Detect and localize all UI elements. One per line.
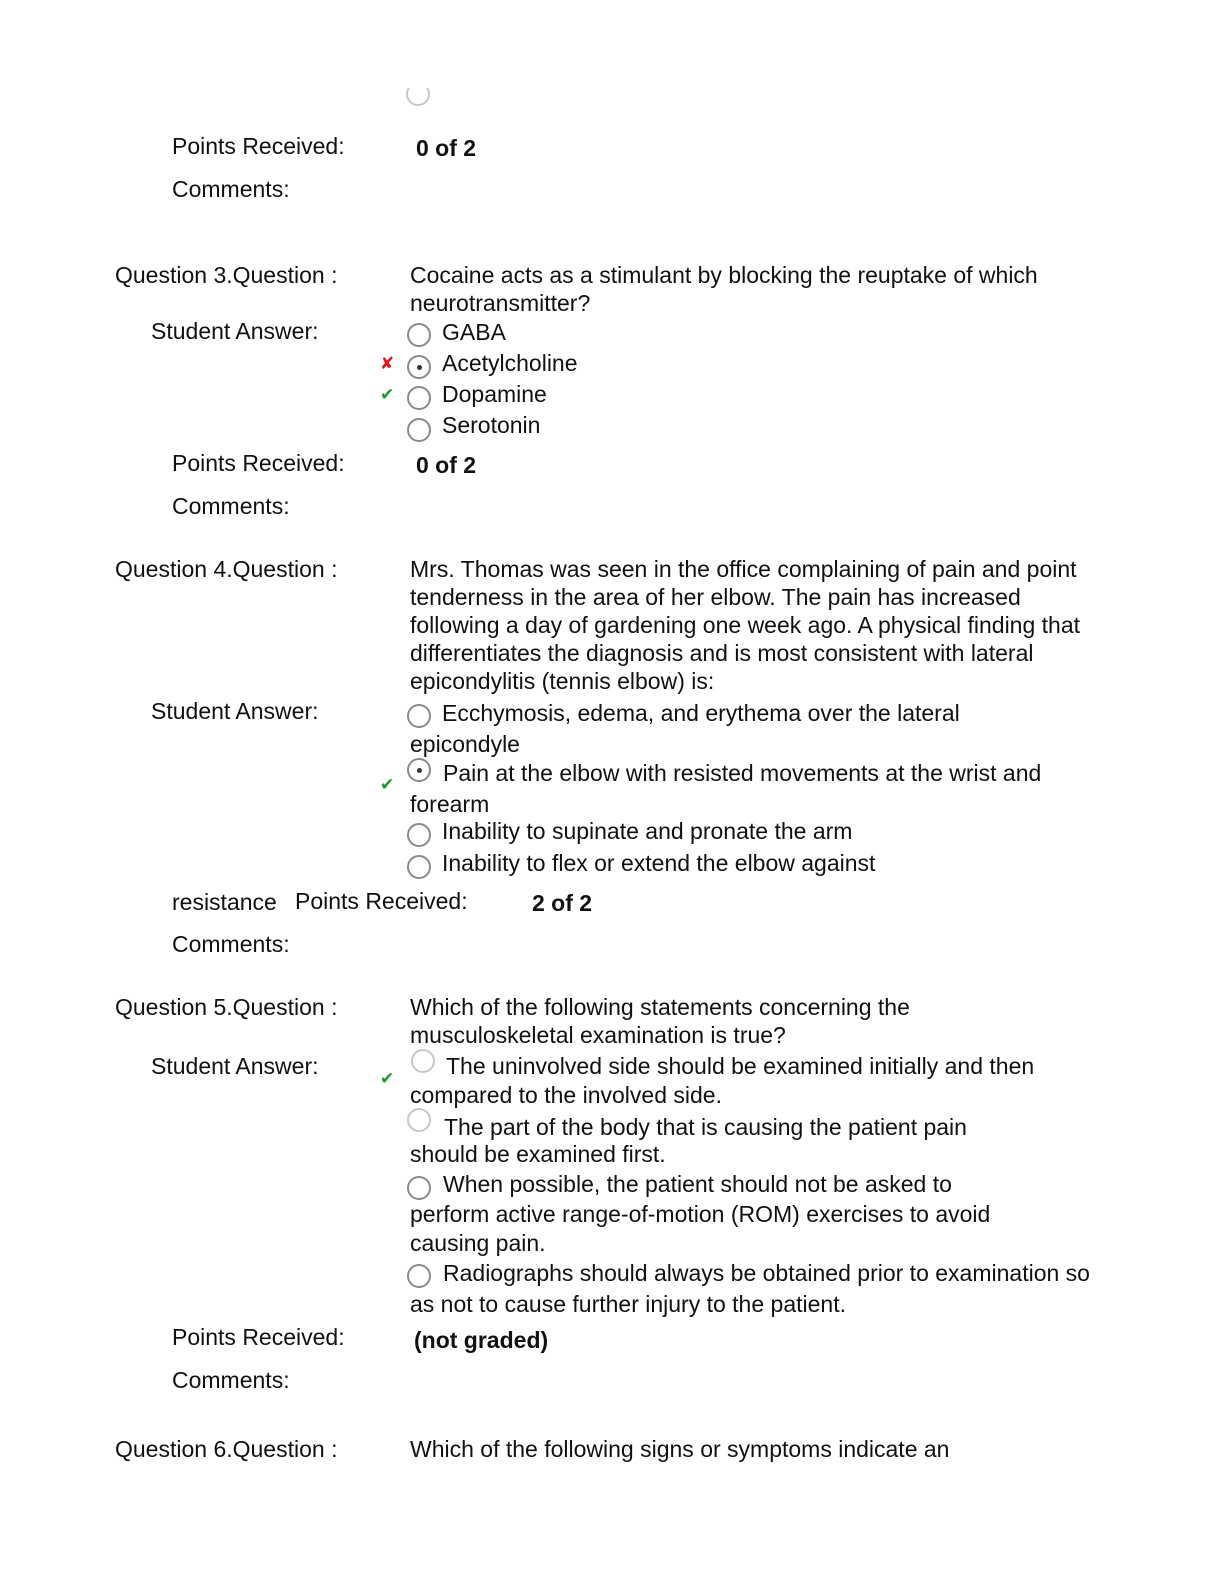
points-received-value: 0 of 2 [416,135,477,161]
question-text: Mrs. Thomas was seen in the office complaining of pain and point tenderness in the area of her elbow. The pain has increased following a day of gardening one week ago. A physical finding that differentiates the diagnosis and is most consistent with lateral epicondylitis (tennis elbow) is: [410,556,1081,694]
option-text: Dopamine [442,381,547,407]
option-text-wrap: resistance [172,889,277,915]
question-text: Cocaine acts as a stimulant by blocking the reuptake of which neurotransmitter? [410,262,1038,316]
option-text: When possible, the patient should not be asked to perform active range-of-motion (ROM) exercises to avoid causing pain. [410,1171,991,1256]
comments-label: Comments: [172,176,290,202]
option-text: Ecchymosis, edema, and erythema over the lateral epicondyle [410,700,960,757]
correct-check-icon: ✔ [380,775,395,794]
option-radio-selected[interactable] [407,355,431,379]
points-received-label: Points Received: [172,133,345,159]
student-answer-label: Student Answer: [151,698,319,724]
question-text: Which of the following signs or symptoms indicate an [410,1436,950,1462]
option-text: Radiographs should always be obtained prior to examination so as not to cause further injury to the patient. [410,1260,1090,1317]
option-text: Serotonin [442,412,541,438]
student-answer-label: Student Answer: [151,1053,319,1079]
previous-option-radio[interactable] [404,88,434,118]
option-text: GABA [442,319,506,345]
points-received-value: 2 of 2 [532,890,593,916]
comments-label: Comments: [172,1367,290,1393]
question-label: Question 4.Question : [115,556,338,582]
comments-label: Comments: [172,931,290,957]
incorrect-icon: ✘ [380,354,395,373]
points-received-value: (not graded) [414,1327,549,1353]
question-label: Question 5.Question : [115,994,338,1020]
option-text: Acetylcholine [442,350,578,376]
question-text: Which of the following statements concerning the musculoskeletal examination is true? [410,994,910,1048]
points-received-label: Points Received: [295,888,468,914]
question-label: Question 3.Question : [115,262,338,288]
correct-check-icon: ✔ [380,385,395,404]
student-answer-label: Student Answer: [151,318,319,344]
question-label: Question 6.Question : [115,1436,338,1462]
option-radio[interactable] [407,855,431,879]
option-text: The part of the body that is causing the patient pain should be examined first. [410,1114,967,1167]
option-radio[interactable] [407,418,431,442]
option-text: Pain at the elbow with resisted movements at the wrist and forearm [410,760,1042,817]
points-received-value: 0 of 2 [416,452,477,478]
correct-check-icon: ✔ [380,1069,395,1088]
option-radio[interactable] [407,323,431,347]
option-text: Inability to supinate and pronate the arm [442,818,853,844]
option-radio[interactable] [407,386,431,410]
comments-label: Comments: [172,493,290,519]
option-text: Inability to flex or extend the elbow against [442,850,876,876]
option-text: The uninvolved side should be examined initially and then compared to the involved side. [410,1053,1035,1108]
option-radio[interactable] [407,823,431,847]
points-received-label: Points Received: [172,1324,345,1350]
points-received-label: Points Received: [172,450,345,476]
